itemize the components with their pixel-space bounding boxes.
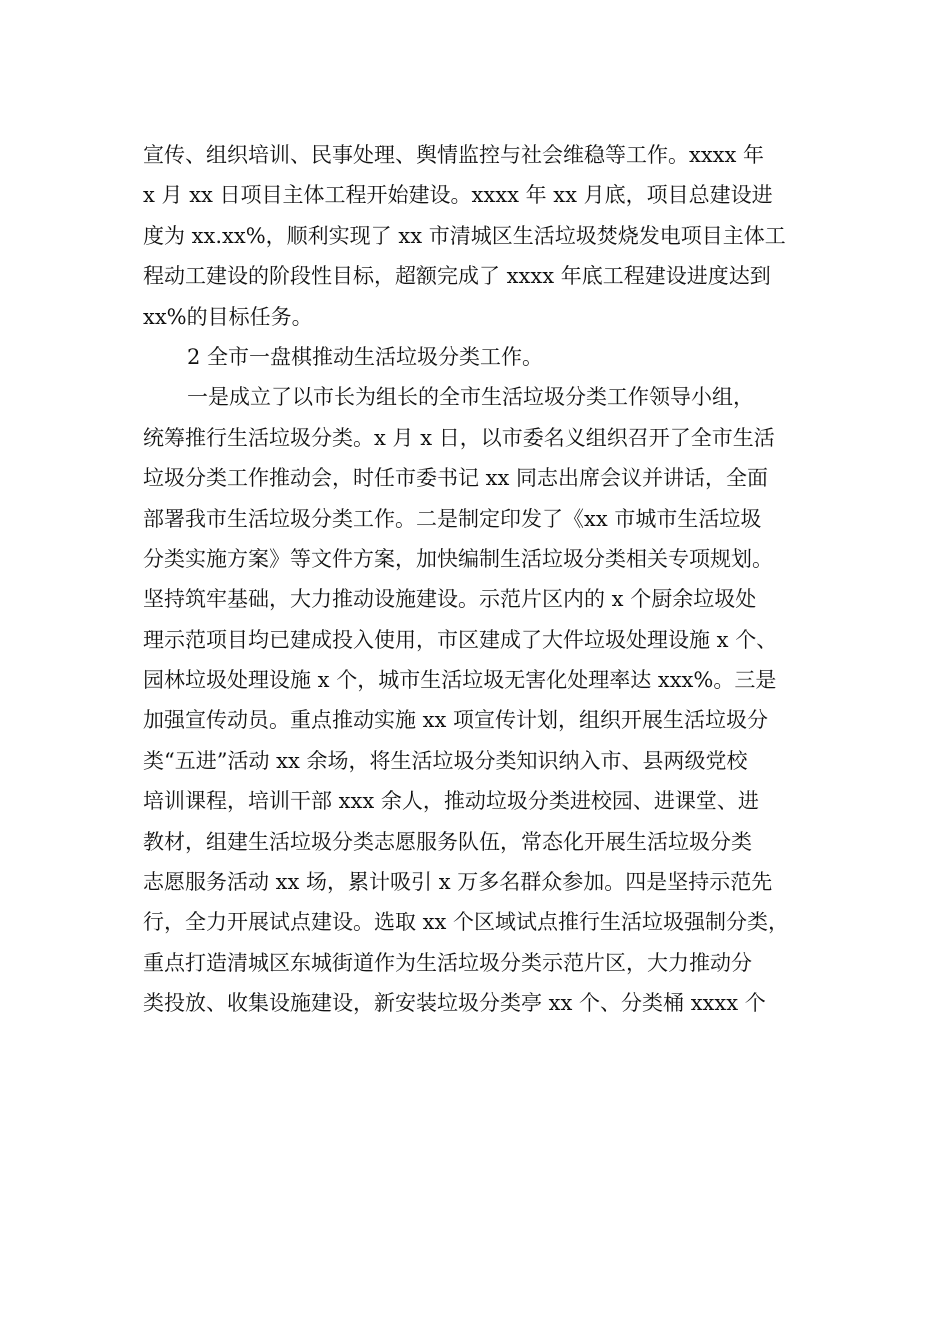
text-line: 教材，组建生活垃圾分类志愿服务队伍，常态化开展生活垃圾分类 xyxy=(143,829,752,854)
text-line: 培训课程，培训干部 xxx 余人，推动垃圾分类进校园、进课堂、进 xyxy=(143,789,759,814)
text-line: 统筹推行生活垃圾分类。x 月 x 日，以市委名义组织召开了全市生活 xyxy=(143,425,775,450)
text-line: xx%的目标任务。 xyxy=(143,304,313,329)
body-text xyxy=(143,135,811,1024)
text-line: 类“五进”活动 xx 余场，将生活垃圾分类知识纳入市、县两级党校 xyxy=(143,748,748,773)
text-line: 加强宣传动员。重点推动实施 xx 项宣传计划，组织开展生活垃圾分 xyxy=(143,708,769,733)
text-line: 行，全力开展试点建设。选取 xx 个区域试点推行生活垃圾强制分类， xyxy=(143,910,790,935)
text-line: 理示范项目均已建成投入使用，市区建成了大件垃圾处理设施 x 个、 xyxy=(143,627,778,652)
text-line: 垃圾分类工作推动会，时任市委书记 xx 同志出席会议并讲话，全面 xyxy=(143,466,769,491)
text-line: 度为 xx.xx%，顺利实现了 xx 市清城区生活垃圾焚烧发电项目主体工 xyxy=(143,223,786,248)
text-line: 志愿服务活动 xx 场，累计吸引 x 万多名群众参加。四是坚持示范先 xyxy=(143,870,773,895)
text-line: 类投放、收集设施建设，新安装垃圾分类亭 xx 个、分类桶 xxxx 个 xyxy=(143,991,766,1016)
section-heading: 2 全市一盘棋推动生活垃圾分类工作。 xyxy=(187,344,544,369)
text-line: 部署我市生活垃圾分类工作。二是制定印发了《xx 市城市生活垃圾 xyxy=(143,506,762,531)
text-line: 宣传、组织培训、民事处理、舆情监控与社会维稳等工作。xxxx 年 xyxy=(143,143,765,167)
text-line: 分类实施方案》等文件方案，加快编制生活垃圾分类相关专项规划。 xyxy=(143,546,773,571)
text-line: 程动工建设的阶段性目标，超额完成了 xxxx 年底工程建设进度达到 xyxy=(143,264,771,289)
text-line: 坚持筑牢基础，大力推动设施建设。示范片区内的 x 个厨余垃圾处 xyxy=(143,587,757,612)
text-line: x 月 xx 日项目主体工程开始建设。xxxx 年 xx 月底，项目总建设进 xyxy=(143,183,773,208)
paragraph-start-line: 一是成立了以市长为组长的全市生活垃圾分类工作领导小组， xyxy=(187,385,754,410)
text-line: 重点打造清城区东城街道作为生活垃圾分类示范片区，大力推动分 xyxy=(143,950,752,975)
text-line: 园林垃圾处理设施 x 个，城市生活垃圾无害化处理率达 xxx%。三是 xyxy=(143,668,777,693)
